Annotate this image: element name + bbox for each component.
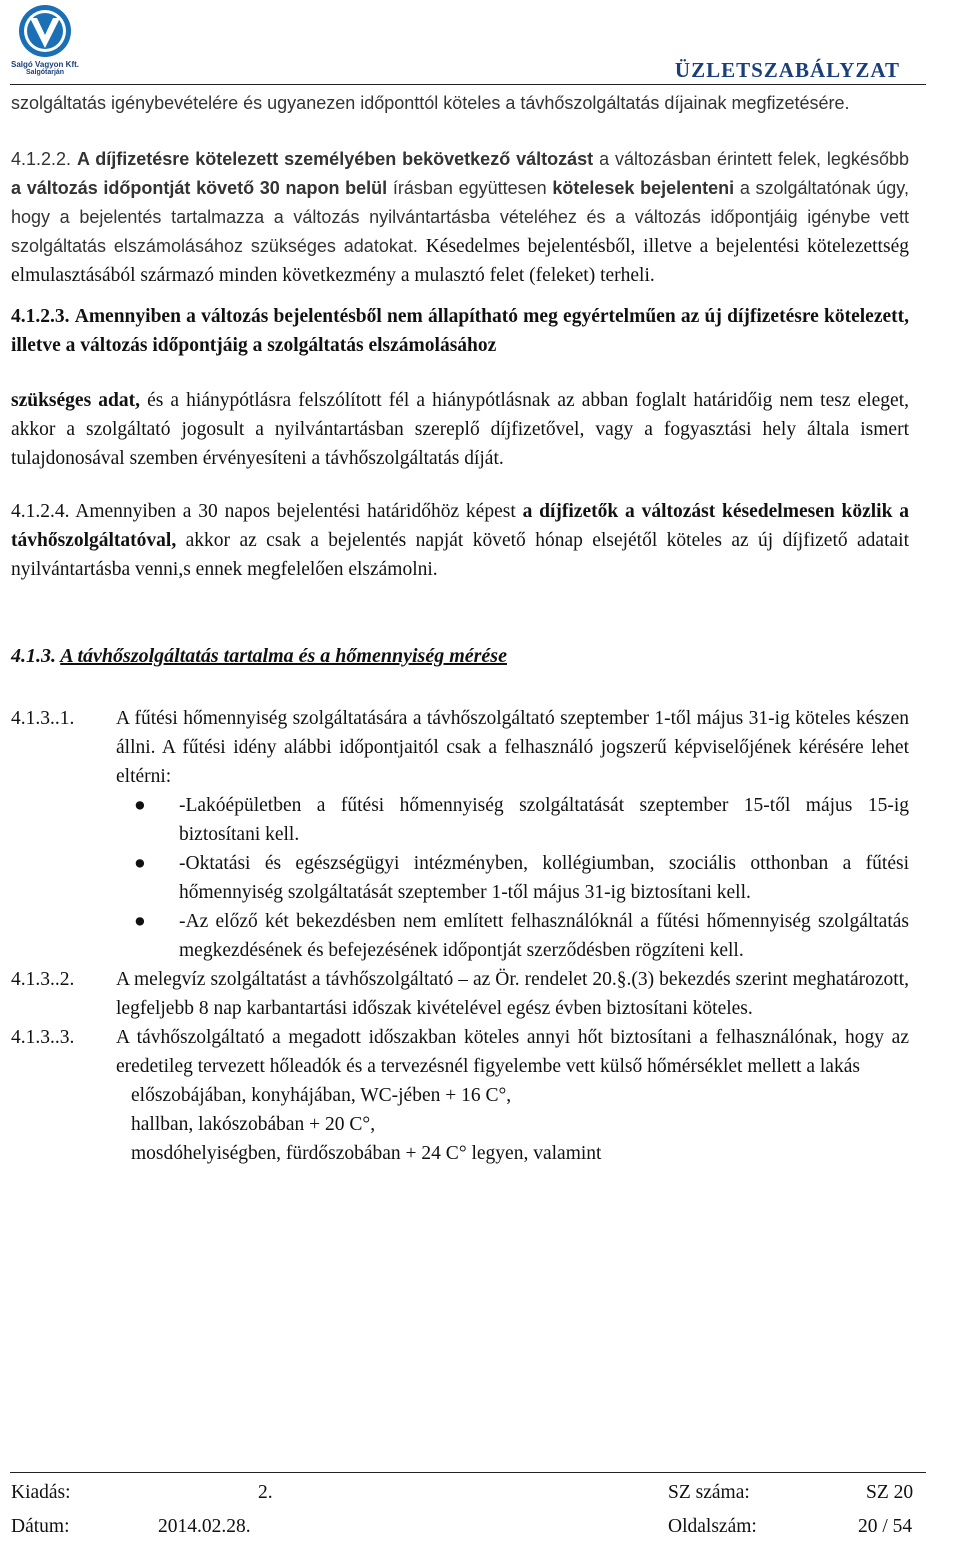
logo-emblem-icon: [10, 4, 80, 60]
item-body: [116, 704, 909, 965]
text-run: 4.1.2.4. Amennyiben a 30 napos bejelentési határidőhöz képest: [11, 501, 516, 522]
paragraph-continuation: szolgáltatás igénybevételére és ugyanezen időponttól köteles a távhőszolgáltatás díjainak megfizetésére.: [11, 93, 850, 113]
item-body: [116, 1023, 909, 1168]
logo-company-name: Salgó Vagyon Kft.: [10, 60, 79, 69]
paragraph-4-1-2-3: [11, 302, 909, 360]
paragraph-4-1-2-2: [11, 145, 909, 290]
document-body: [11, 89, 909, 1168]
bullet-icon: ●: [134, 911, 146, 932]
edition-value: 2.: [258, 1482, 273, 1503]
list-item-text: -Lakóépületben a fűtési hőmennyiség szolgáltatását szeptember 15-től május 15-ig biztosítani kell.: [179, 795, 909, 845]
item-number: 4.1.3..1.: [11, 708, 75, 729]
bullet-icon: ●: [134, 795, 146, 816]
page-number-label: Oldalszám:: [668, 1516, 757, 1537]
section-heading: [11, 642, 909, 671]
bold-phrase: A díjfizetésre kötelezett személyében bekövetkező változást: [76, 149, 594, 169]
footer-row: [0, 1478, 960, 1507]
footer-divider: [10, 1472, 926, 1473]
text-run: akkor az csak a bejelentés napját követő hónap elsejétől köteles az új díjfizető adatait nyilvántartásba venni,s ennek megfelelően elszámolni.: [11, 530, 909, 580]
list-item-text: -Az előző két bekezdésben nem említett felhasználóknál a fűtési hőmennyiség szolgáltatás megkezdésének és befejezésének időpontját szerződésben rögzíteni kell.: [179, 911, 909, 961]
list-item: [116, 791, 909, 849]
list-item: [116, 849, 909, 907]
item-number: 4.1.3..3.: [11, 1027, 75, 1048]
item-number: 4.1.3..2.: [11, 969, 75, 990]
section-number: 4.1.3.: [11, 645, 56, 667]
bullet-list: [116, 791, 909, 965]
paragraph-number: 4.1.2.2.: [11, 149, 72, 169]
paragraph-4-1-2-3-continued: [11, 386, 909, 473]
temperature-line: hallban, lakószobában + 20 C°,: [131, 1114, 376, 1135]
bold-phrase: a díjfizetők a változást késedelmesen közlik a távhőszolgáltatóval,: [11, 501, 910, 551]
bold-phrase: kötelesek bejelenteni: [552, 178, 735, 198]
list-item: [116, 907, 909, 965]
document-number-label: SZ száma:: [668, 1482, 750, 1503]
text-run: a változásban érintett felek, legkésőbb: [599, 149, 909, 169]
bold-phrase: Amennyiben a változás bejelentésből nem állapítható meg egyértelműen az új díjfizetésre kötelezett, illetve a változás időpontjáig a szolgáltatás elszámolásához: [11, 306, 909, 356]
footer-row: [0, 1512, 960, 1541]
item-4-1-3-1: [11, 704, 909, 965]
paragraph-number: 4.1.2.3.: [11, 306, 70, 327]
item-text: A távhőszolgáltató a megadott időszakban köteles annyi hőt biztosítani a felhasználónak, hogy az eredetileg tervezett hőleadók és a tervezésnél figyelembe vett külső hőmérséklet mellett a lakás: [116, 1027, 909, 1077]
date-label: Dátum:: [11, 1516, 70, 1537]
edition-label: Kiadás:: [11, 1482, 71, 1503]
text-run: írásban együttesen: [392, 178, 547, 198]
bullet-icon: ●: [134, 853, 146, 874]
date-value: 2014.02.28.: [158, 1516, 251, 1537]
bold-phrase: szükséges adat,: [11, 390, 140, 411]
section-title: A távhőszolgáltatás tartalma és a hőmennyiség mérése: [60, 645, 507, 667]
logo-city: Salgótarján: [25, 69, 65, 76]
paragraph-4-1-2-4: [11, 497, 909, 584]
text-run: és a hiánypótlásra felszólított fél a hiánypótlásnak az abban foglalt határidőig nem tesz eleget, akkor a szolgáltató jogosult a nyilvántartásban szereplő díjfizetővel, vagy a fogyasztási hely általa ismert tulajdonosával szemben érvényesíteni a távhőszolgáltatás díját.: [11, 390, 909, 469]
header-divider: [10, 84, 926, 85]
item-4-1-3-3: [11, 1023, 909, 1168]
item-text: A melegvíz szolgáltatást a távhőszolgáltató – az Ör. rendelet 20.§.(3) bekezdés szerint meghatározott, legfeljebb 8 nap karbantartási időszak kivételével egész évben biztosítani köteles.: [116, 969, 909, 1019]
item-body: [116, 965, 909, 1023]
document-number-value: SZ 20: [866, 1482, 914, 1503]
text-run: Késedelmes bejelentésből, illetve a bejelentési kötelezettség elmulasztásából származó minden következmény a mulasztó felet (feleket) terheli.: [11, 236, 909, 286]
list-item-text: -Oktatási és egészségügyi intézményben, kollégiumban, szociális otthonban a fűtési hőmennyiség szolgáltatását szeptember 1-től május 31-ig biztosítani kell.: [179, 853, 909, 903]
temperature-line: mosdóhelyiségben, fürdőszobában + 24 C° legyen, valamint: [131, 1143, 602, 1164]
item-4-1-3-2: [11, 965, 909, 1023]
item-text: A fűtési hőmennyiség szolgáltatására a távhőszolgáltató szeptember 1-től május 31-ig köteles készen állni. A fűtési idény alábbi időpontjaitól csak a felhasználó jogszerű képviselőjének kérésére lehet eltérni:: [116, 708, 909, 787]
page-number-value: 20 / 54: [858, 1516, 913, 1537]
bold-phrase: a változás időpontját követő 30 napon belül: [11, 178, 388, 198]
document-title: ÜZLETSZABÁLYZAT: [674, 58, 900, 82]
text-run: a szolgáltatónak úgy, hogy a bejelentés tartalmazza a változás nyilvántartásba vételéhez és a változás időpontjáig igénybe vett szolgáltatás elszámolásához szükséges adatokat.: [11, 178, 909, 256]
company-logo: [10, 4, 80, 78]
temperature-line: előszobájában, konyhájában, WC-jében + 16 C°,: [131, 1085, 512, 1106]
